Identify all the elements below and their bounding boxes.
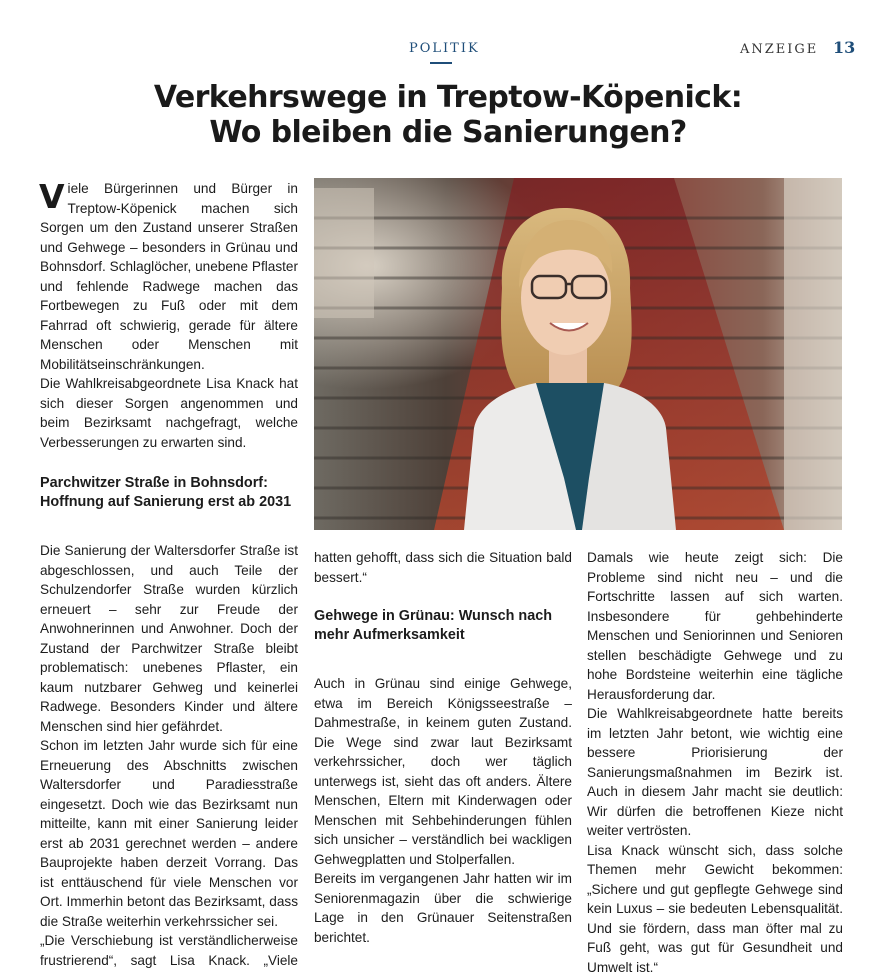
headline [60, 80, 836, 150]
page-number: 13 [833, 38, 855, 57]
section-underline [430, 62, 452, 64]
parchwitzer-paragraph-1: Die Sanierung der Waltersdorfer Straße ist abgeschlossen, und auch Teile der Schulzendorfer Straße wurden kürzlich erneuert – sehr zur Freude der Anwohnerinnen und Anwohner. Doch der Zustand der Parchwitzer Straße bleibt problematisch: unebenes Pflaster, ein kaum nutzbarer Gehweg und keinerlei Radwege. Besonders Kinder und ältere Menschen sind hier gefährdet. [40, 541, 298, 736]
column-2 [314, 548, 572, 947]
gruenau-paragraph-1: Auch in Grünau sind einige Gehwege, etwa im Bereich Königsseestraße – Dahmestraße, in keinem guten Zustand. Die Wege sind zwar laut Bezirksamt verkehrssicher, doch wer täglich unterwegs ist, sieht das oft anders. Ältere Menschen, Eltern mit Kinderwagen oder Menschen mit Sehbehinderungen fühlen sich unsicher – verständlich bei wackligen Gehwegplatten und Stolperfallen. [314, 674, 572, 869]
dropcap: V [39, 182, 65, 212]
subheading-gruenau: Gehwege in Grünau: Wunsch nach mehr Aufmerksamkeit [314, 607, 572, 645]
subheading-parchwitzer: Parchwitzer Straße in Bohnsdorf: Hoffnung auf Sanierung erst ab 2031 [40, 474, 298, 512]
section-label: POLITIK [409, 41, 480, 56]
gruenau-paragraph-2: Bereits im vergangenen Jahr hatten wir im Seniorenmagazin über die schwierige Lage in den Grünauer Seitenstraßen berichtet. [314, 869, 572, 947]
column-3 [587, 548, 843, 977]
headline-line-2: Wo bleiben die Sanierungen? [60, 115, 836, 150]
column-3-paragraph-1: Damals wie heute zeigt sich: Die Probleme sind nicht neu – und die Fortschritte lassen auf sich warten. Insbesondere für gehbehinderte Menschen und Seniorinnen und Senioren stellen beschädigte Gehwege und zu hohe Bordsteine weiterhin eine tägliche Herausforderung dar. [587, 548, 843, 704]
column-3-paragraph-3: Lisa Knack wünscht sich, dass solche Themen mehr Gewicht bekommen: „Sichere und gut gepflegte Gehwege sind kein Luxus – sie bedeuten Lebensqualität. Und sie fördern, dass man öfter mal zu Fuß geht, was gut für Gesundheit und Umwelt ist.“ [587, 841, 843, 977]
headline-line-1: Verkehrswege in Treptow-Köpenick: [60, 80, 836, 115]
parchwitzer-quote: „Die Verschiebung ist verständlicherweise frustrierend“, sagt Lisa Knack. „Viele [40, 931, 298, 970]
intro-text: iele Bürgerinnen und Bürger in Treptow-Köpenick machen sich Sorgen um den Zustand unserer Straßen und Gehwege – besonders in Grünau und Bohnsdorf. Schlaglöcher, unebene Pflaster und fehlende Radwege machen das Fortbewegen zu Fuß oder mit dem Fahrrad oft schwierig, gerade für ältere Menschen oder Menschen mit Mobilitätseinschränkungen. [40, 181, 298, 372]
column-1 [40, 179, 298, 970]
quote-continuation: hatten gehofft, dass sich die Situation bald bessert.“ [314, 548, 572, 587]
column-3-paragraph-2: Die Wahlkreisabgeordnete hatte bereits im letzten Jahr betont, wie wichtig eine bessere Priorisierung der Sanierungsmaßnahmen im Bezirk ist. Auch in diesem Jahr macht sie deutlich: Wir dürfen die betroffenen Kieze nicht weiter vertrösten. [587, 704, 843, 841]
advert-label: ANZEIGE [740, 42, 818, 57]
intro-paragraph [40, 179, 298, 374]
portrait-photo-illustration [314, 178, 842, 530]
parchwitzer-paragraph-2: Schon im letzten Jahr wurde sich für eine Erneuerung des Abschnitts zwischen Waltersdorfer und Paradiesstraße eingesetzt. Doch wie das Bezirksamt nun mitteilte, kann mit einer Sanierung leider erst ab 2031 gerechnet werden – andere Bauprojekte haben derzeit Vorrang. Das ist enttäuschend für viele Menschen vor Ort. Immerhin betont das Bezirksamt, dass die Straße weiterhin verkehrssicher sei. [40, 736, 298, 931]
intro-paragraph-2: Die Wahlkreisabgeordnete Lisa Knack hat sich dieser Sorgen angenommen und beim Bezirksamt nachgefragt, welche Verbesserungen zu erwarten sind. [40, 374, 298, 452]
portrait-photo [314, 178, 842, 530]
